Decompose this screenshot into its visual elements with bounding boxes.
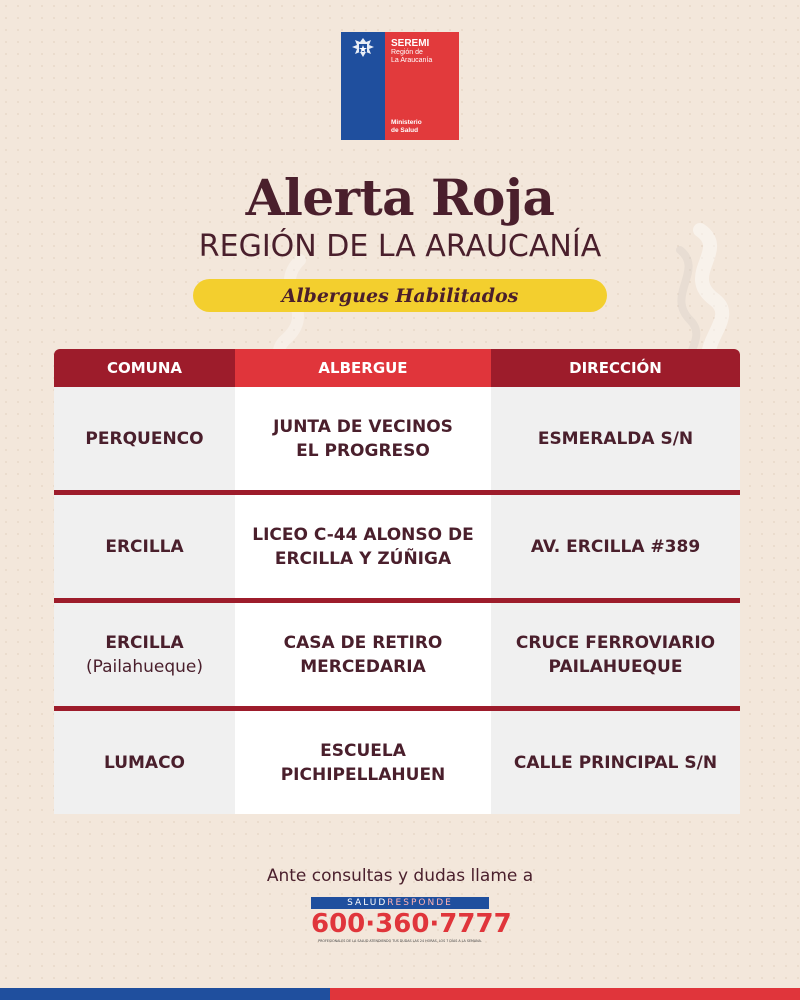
coat-of-arms-icon (341, 32, 385, 66)
table-row (54, 495, 740, 598)
table-row (54, 387, 740, 490)
cell-comuna (54, 603, 235, 706)
logo-seremi: SEREMI (391, 38, 430, 49)
flag-bar-red (330, 988, 800, 1000)
column-header-albergue: ALBERGUE (235, 349, 491, 387)
cell-direccion: CRUCE FERROVIARIO PAILAHUEQUE (491, 603, 740, 706)
shelters-badge: Albergues Habilitados (193, 279, 607, 312)
column-header-comuna: COMUNA (54, 349, 235, 387)
phone-number[interactable]: 600·360·7777 (311, 909, 512, 939)
logo-ministerio-line2: de Salud (391, 126, 419, 134)
flag-bar-blue (0, 988, 330, 1000)
page-subtitle: REGIÓN DE LA ARAUCANÍA (198, 229, 602, 264)
page-title: Alerta Roja (245, 168, 555, 227)
logo-ministerio-line1: Ministerio (391, 119, 422, 126)
table-header (54, 349, 740, 387)
logo-region-line2: La Araucanía (391, 57, 433, 64)
seremi-logo (341, 32, 459, 140)
brand-responde: RESPONDE (387, 898, 453, 908)
flag-color-bar (0, 988, 800, 1000)
column-header-direccion: DIRECCIÓN (491, 349, 740, 387)
fine-print: PROFESIONALES DE LA SALUD ATENDIENDO TUS DUDAS LAS 24 HORAS, LOS 7 DÍAS A LA SEMANA. (318, 939, 482, 943)
cell-albergue: JUNTA DE VECINOS EL PROGRESO (235, 387, 491, 490)
cell-comuna-sub: (Pailahueque) (85, 656, 204, 677)
cell-comuna-main: ERCILLA (105, 632, 184, 653)
cell-albergue: LICEO C-44 ALONSO DE ERCILLA Y ZÚÑIGA (235, 495, 491, 598)
logo-blue-panel (341, 32, 385, 140)
cell-albergue: CASA DE RETIRO MERCEDARIA (235, 603, 491, 706)
cell-comuna: PERQUENCO (54, 387, 235, 490)
salud-responde-logo[interactable] (311, 897, 512, 944)
brand-salud: SALUD (347, 898, 388, 908)
consult-text: Ante consultas y dudas llame a (266, 866, 534, 886)
logo-red-panel (385, 32, 459, 140)
cell-albergue: ESCUELA PICHIPELLAHUEN (235, 711, 491, 814)
cell-comuna: LUMACO (54, 711, 235, 814)
cell-direccion: CALLE PRINCIPAL S/N (491, 711, 740, 814)
logo-region-line1: Región de (391, 49, 423, 56)
cell-comuna: ERCILLA (54, 495, 235, 598)
cell-direccion: ESMERALDA S/N (491, 387, 740, 490)
table-row (54, 711, 740, 814)
table-row (54, 603, 740, 706)
cell-direccion: AV. ERCILLA #389 (491, 495, 740, 598)
shelters-table (54, 349, 740, 814)
salud-responde-banner (311, 897, 489, 909)
